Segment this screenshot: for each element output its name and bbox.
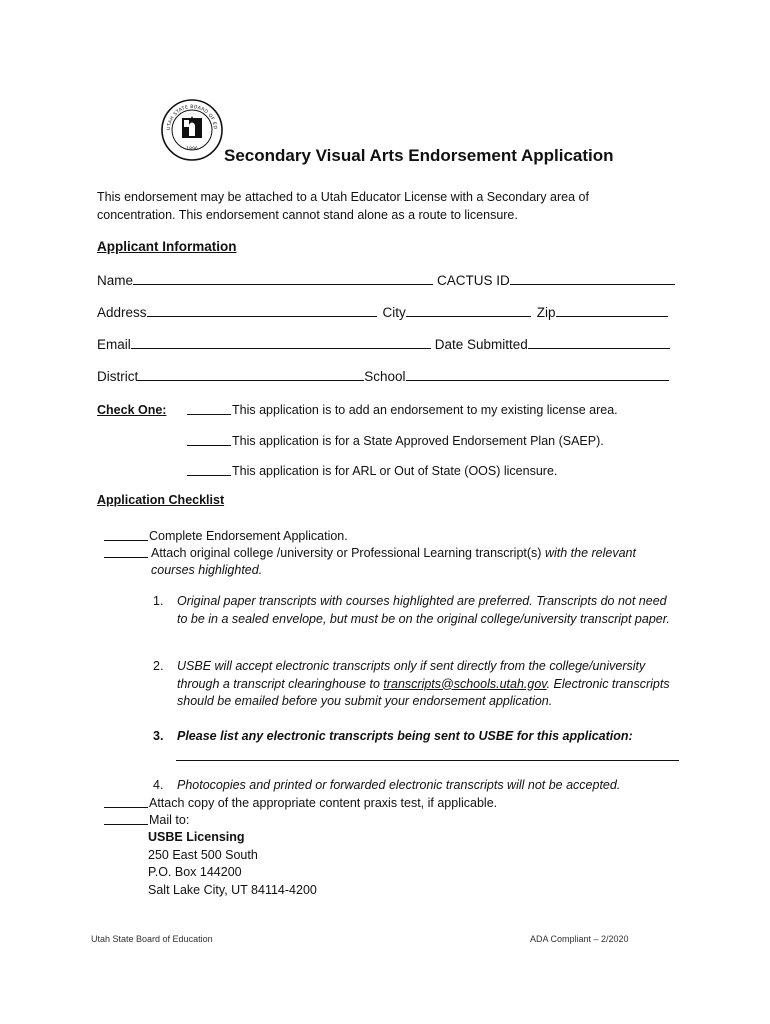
checklist-item-text: Complete Endorsement Application. (149, 529, 348, 543)
note-text: Please list any electronic transcripts being sent to USBE for this application: (177, 729, 633, 743)
district-field[interactable] (138, 366, 364, 381)
zip-field[interactable] (556, 302, 668, 317)
note-number: 4. (153, 778, 164, 792)
school-field[interactable] (406, 366, 669, 381)
note-text: USBE will accept electronic transcripts only if sent directly from the college/university through a transcript clearinghouse to (177, 659, 646, 691)
address-label: Address (97, 305, 147, 320)
numbered-note-4 (153, 777, 673, 795)
checklist-item-mail (104, 812, 189, 829)
transcripts-email-link[interactable]: transcripts@schools.utah.gov (383, 676, 547, 691)
mailing-address (148, 829, 317, 899)
mail-org: USBE Licensing (148, 830, 245, 844)
state-board-seal (160, 98, 224, 162)
application-checklist-heading: Application Checklist (97, 493, 225, 507)
electronic-transcripts-field[interactable] (176, 760, 679, 761)
name-field[interactable] (133, 270, 433, 285)
mail-line-1: 250 East 500 South (148, 847, 258, 862)
numbered-note-1 (153, 593, 673, 628)
footer-right: ADA Compliant – 2/2020 (530, 934, 629, 944)
checklist-item-praxis (104, 795, 497, 812)
mail-line-2: P.O. Box 144200 (148, 865, 242, 879)
cactus-id-label: CACTUS ID (437, 273, 510, 288)
district-label: District (97, 369, 139, 384)
date-submitted-field[interactable] (528, 334, 670, 349)
note-text: Original paper transcripts with courses highlighted are preferred. Transcripts do not need to be in a sealed envelope, but must be on the original college/university transcript paper. (177, 594, 670, 626)
note-text-2: . Electronic transcripts should be emailed before you submit your endorsement application. (177, 676, 670, 708)
checklist-item-text (151, 545, 636, 579)
checklist-item-text: Attach copy of the appropriate content praxis test, if applicable. (149, 796, 498, 810)
check-option-text: This application is for a State Approved Endorsement Plan (SAEP). (232, 434, 604, 448)
checklist-item-complete-application (104, 528, 348, 545)
email-field[interactable] (131, 334, 431, 349)
email-row (97, 334, 677, 352)
date-submitted-label: Date Submitted (434, 337, 528, 352)
check-option-arl-oos (187, 463, 557, 478)
name-label: Name (97, 273, 134, 288)
check-option-saep (187, 433, 604, 448)
numbered-note-2 (153, 658, 683, 711)
seal-arc-text: UTAH STATE BOARD OF ED (166, 104, 218, 131)
footer-left: Utah State Board of Education (91, 934, 213, 944)
applicant-information-heading: Applicant Information (97, 239, 237, 254)
intro-paragraph: This endorsement may be attached to a Utah Educator License with a Secondary area of concentration. This endorsement cannot stand alone as a route to licensure. (97, 190, 589, 222)
numbered-note-3 (153, 728, 683, 746)
check-blank-add-endorsement[interactable] (187, 402, 231, 415)
checklist-blank-mail[interactable] (104, 812, 148, 825)
checklist-blank-transcripts[interactable] (104, 545, 148, 558)
page-title: Secondary Visual Arts Endorsement Application (224, 146, 614, 165)
district-row (97, 366, 677, 384)
note-number: 2. (153, 659, 164, 673)
name-row (97, 270, 677, 288)
mail-line-3: Salt Lake City, UT 84114-4200 (148, 882, 317, 897)
email-label: Email (97, 337, 131, 352)
note-number: 1. (153, 594, 164, 608)
note-text: Photocopies and printed or forwarded electronic transcripts will not be accepted. (177, 778, 621, 792)
checklist-blank-complete-application[interactable] (104, 528, 148, 541)
transcripts-text-italic: with the relevant (544, 546, 636, 560)
address-row (97, 302, 677, 320)
check-option-add-endorsement (187, 402, 618, 417)
check-blank-saep[interactable] (187, 433, 231, 446)
state-board-seal-icon (160, 98, 224, 162)
checklist-item-transcripts (104, 545, 664, 579)
checklist-blank-praxis[interactable] (104, 795, 148, 808)
address-field[interactable] (147, 302, 377, 317)
check-option-text: This application is for ARL or Out of State (OOS) licensure. (232, 464, 558, 478)
check-option-text: This application is to add an endorsement to my existing license area. (232, 403, 618, 417)
check-blank-arl-oos[interactable] (187, 463, 231, 476)
seal-year: 1896 (186, 147, 198, 152)
transcripts-text-plain: Attach original college /university or Professional Learning transcript(s) (151, 546, 545, 560)
cactus-id-field[interactable] (510, 270, 675, 285)
zip-label: Zip (536, 305, 556, 320)
transcripts-text-italic-2: courses highlighted. (151, 563, 263, 577)
city-field[interactable] (406, 302, 531, 317)
note-number: 3. (153, 729, 164, 743)
school-label: School (364, 369, 406, 384)
city-label: City (382, 305, 406, 320)
checklist-item-text: Mail to: (149, 813, 190, 827)
check-one-label: Check One: (97, 403, 167, 417)
